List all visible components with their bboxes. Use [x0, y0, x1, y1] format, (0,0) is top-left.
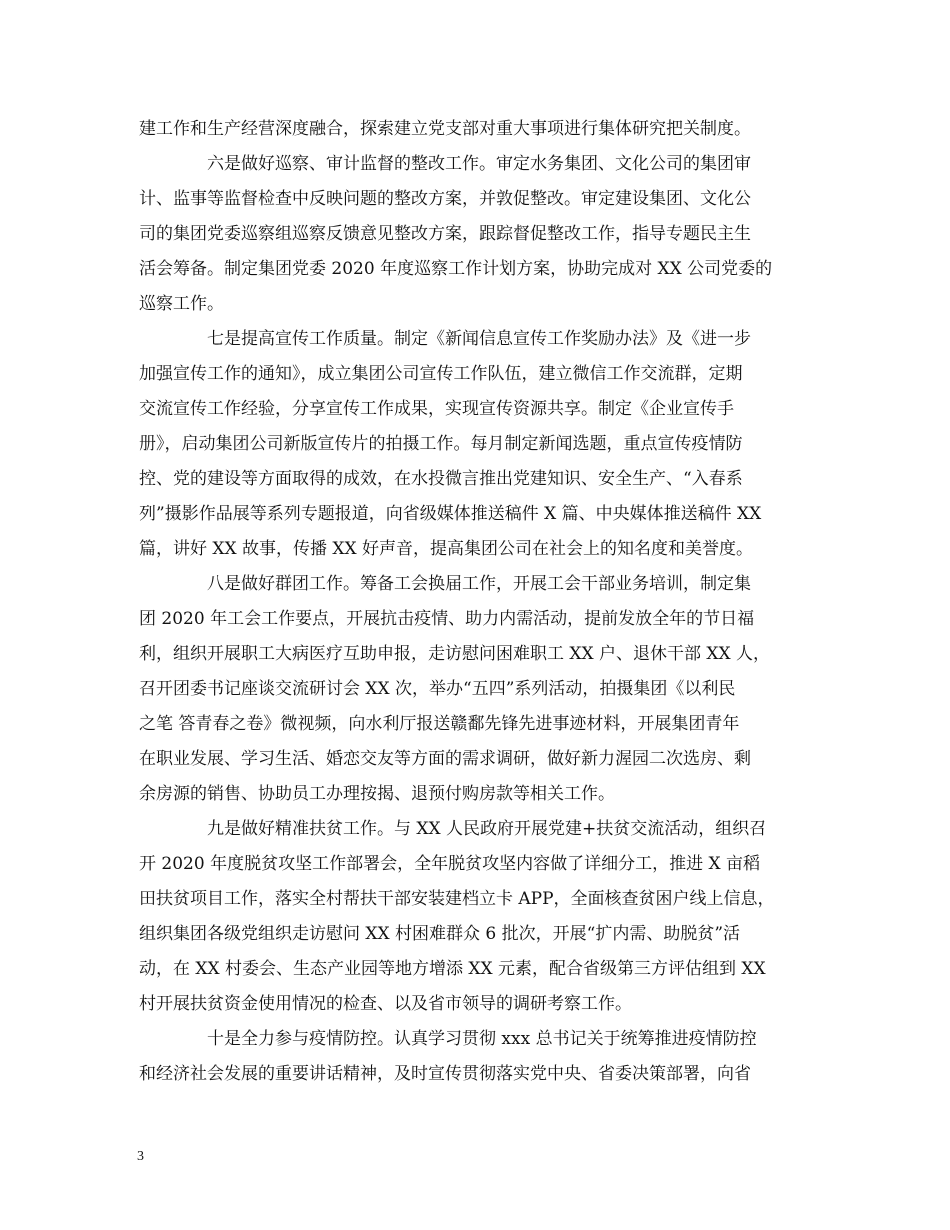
text-line: 组织集团各级党组织走访慰问 XX 村困难群众 6 批次，开展“扩内需、助脱贫”活: [139, 924, 741, 944]
paragraph-7-start: 七是提高宣传工作质量。制定《新闻信息宣传工作奖励办法》及《进一步: [207, 329, 751, 349]
text-line: 交流宣传工作经验，分享宣传工作成果，实现宣传资源共享。制定《企业宣传手: [139, 399, 734, 419]
page-number: 3: [137, 1149, 144, 1164]
text-line: 利，组织开展职工大病医疗互助申报，走访慰问困难职工 XX 户、退休干部 XX 人，: [139, 644, 771, 664]
text-line: 和经济社会发展的重要讲话精神，及时宣传贯彻落实党中央、省委决策部署，向省: [139, 1064, 751, 1084]
text-line: 村开展扶贫资金使用情况的检查、以及省市领导的调研考察工作。: [139, 994, 632, 1014]
text-line: 篇，讲好 XX 故事，传播 XX 好声音，提高集团公司在社会上的知名度和美誉度。: [139, 539, 754, 559]
text-line: 之笔 答青春之卷》微视频，向水利厅报送赣鄱先锋先进事迹材料，开展集团青年: [139, 714, 740, 734]
text-line: 开 2020 年度脱贫攻坚工作部署会，全年脱贫攻坚内容做了详细分工，推进 X 亩稻: [139, 854, 760, 874]
text-line: 活会筹备。制定集团党委 2020 年度巡察工作计划方案，协助完成对 XX 公司党委的: [139, 259, 773, 279]
text-line: 控、党的建设等方面取得的成效，在水投微言推出党建知识、安全生产、“入春系: [139, 469, 743, 489]
paragraph-9-start: 九是做好精准扶贫工作。与 XX 人民政府开展党建+扶贫交流活动，组织召: [207, 819, 767, 839]
text-line: 计、监事等监督检查中反映问题的整改方案，并敦促整改。审定建设集团、文化公: [139, 189, 751, 209]
text-line: 召开团委书记座谈交流研讨会 XX 次，举办“五四”系列活动，拍摄集团《以利民: [139, 679, 736, 699]
text-line: 团 2020 年工会工作要点，开展抗击疫情、助力内需活动，提前发放全年的节日福: [139, 609, 755, 629]
text-line: 建工作和生产经营深度融合，探索建立党支部对重大事项进行集体研究把关制度。: [139, 119, 751, 139]
text-line: 田扶贫项目工作，落实全村帮扶干部安装建档立卡 APP，全面核查贫困户线上信息，: [139, 889, 775, 909]
text-line: 册》，启动集团公司新版宣传片的拍摄工作。每月制定新闻选题，重点宣传疫情防: [139, 434, 743, 454]
text-line: 动，在 XX 村委会、生态产业园等地方增添 XX 元素，配合省级第三方评估组到 XX: [139, 959, 766, 979]
paragraph-10-start: 十是全力参与疫情防控。认真学习贯彻 xxx 总书记关于统筹推进疫情防控: [207, 1029, 757, 1049]
paragraph-6-start: 六是做好巡察、审计监督的整改工作。审定水务集团、文化公司的集团审: [207, 154, 751, 174]
paragraph-8-start: 八是做好群团工作。筹备工会换届工作，开展工会干部业务培训，制定集: [207, 574, 751, 594]
text-line: 司的集团党委巡察组巡察反馈意见整改方案，跟踪督促整改工作，指导专题民主生: [139, 224, 751, 244]
text-line: 在职业发展、学习生活、婚恋交友等方面的需求调研，做好新力渥园二次选房、剩: [139, 749, 751, 769]
text-line: 余房源的销售、协助员工办理按揭、退预付购房款等相关工作。: [139, 784, 615, 804]
text-line: 巡察工作。: [139, 294, 224, 314]
body-text: [139, 112, 812, 1092]
text-line: 加强宣传工作的通知》，成立集团公司宣传工作队伍，建立微信工作交流群，定期: [139, 364, 743, 384]
text-line: 列”摄影作品展等系列专题报道，向省级媒体推送稿件 X 篇、中央媒体推送稿件 XX: [139, 504, 762, 524]
